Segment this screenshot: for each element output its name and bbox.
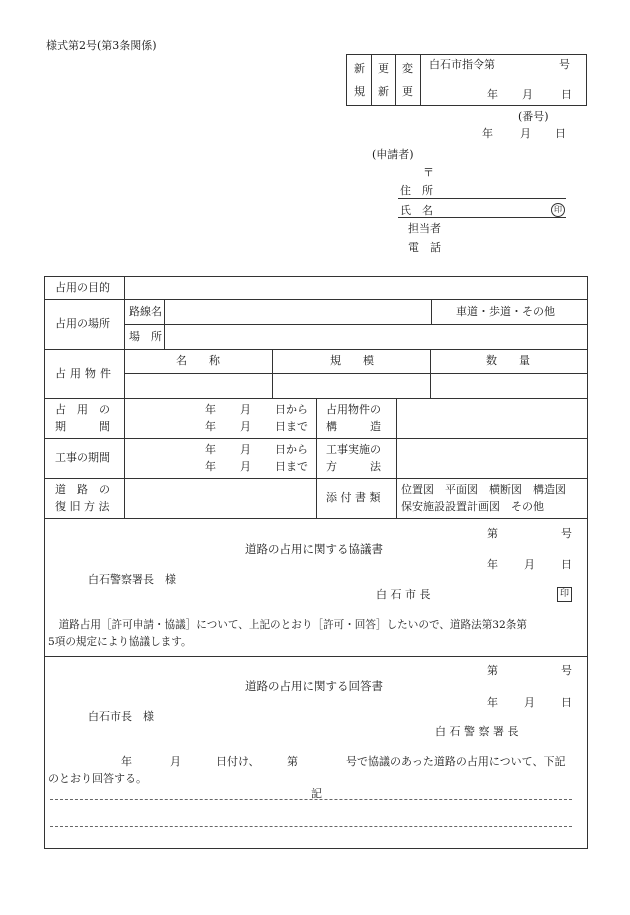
construction-period-label: 工事の期間: [55, 451, 110, 464]
route-name-field[interactable]: [166, 302, 428, 322]
construction-to-month: 月: [240, 460, 251, 473]
object-name-field[interactable]: [126, 376, 270, 396]
consultation-title: 道路の占用に関する協議書: [245, 542, 383, 556]
phone-label: 電 話: [408, 241, 441, 254]
object-label: 占用物件: [55, 367, 115, 380]
occupation-period-label-1: 占 用 の: [55, 403, 110, 416]
structure-field[interactable]: [398, 401, 586, 436]
approval-change-bottom: 更: [402, 85, 413, 98]
period-to-day: 日まで: [275, 420, 308, 433]
reply-sender: 白 石 警 察 署 長: [435, 725, 519, 738]
period-from-month: 月: [240, 403, 251, 416]
approval-new-top: 新: [354, 62, 365, 75]
construction-to-day: 日まで: [275, 460, 308, 473]
reply-no-suffix: 号: [561, 664, 572, 677]
restoration-label-1: 道 路 の: [55, 483, 110, 496]
construction-to-year: 年: [205, 460, 216, 473]
occupation-period-label-2: 期 間: [55, 420, 110, 433]
consultation-sender: 白 石 市 長: [376, 588, 431, 601]
address-label: 住 所: [400, 184, 433, 197]
approval-change-top: 変: [402, 62, 413, 75]
application-year: 年: [482, 127, 493, 140]
restoration-label-2: 復 旧 方 法: [55, 500, 110, 513]
reply-dotted-line-1: [50, 799, 572, 800]
construction-from-month: 月: [240, 443, 251, 456]
period-to-year: 年: [205, 420, 216, 433]
postal-mark: 〒: [423, 166, 434, 179]
period-to-month: 月: [240, 420, 251, 433]
period-from-day: 日から: [275, 403, 308, 416]
place-label: 占用の場所: [55, 317, 110, 330]
reply-ki: 記: [311, 787, 322, 800]
consultation-day: 日: [561, 558, 572, 571]
purpose-field[interactable]: [126, 282, 586, 296]
consultation-year: 年: [487, 558, 498, 571]
consultation-addressee: 白石警察署長 様: [88, 573, 176, 586]
reply-year: 年: [487, 696, 498, 709]
address-line: [398, 198, 566, 199]
reply-title: 道路の占用に関する回答書: [245, 679, 383, 693]
approval-renew-top: 更: [378, 62, 389, 75]
applicant-label: (申請者): [372, 148, 414, 161]
method-field[interactable]: [398, 441, 586, 476]
period-from-year: 年: [205, 403, 216, 416]
structure-label-2: 構 造: [326, 420, 381, 433]
permit-number-prefix: 白石市指令第: [429, 58, 495, 71]
col-name-header: 名 称: [176, 354, 220, 367]
road-type-options[interactable]: 車道・歩道・その他: [456, 305, 555, 318]
consultation-body-line-1: 道路占用［許可申請・協議］について、上記のとおり［許可・回答］したいので、道路法第32条第: [48, 619, 527, 631]
reply-body-line-2: のとおり回答する。: [48, 772, 147, 785]
reply-dotted-line-2: [50, 826, 572, 827]
consultation-month: 月: [524, 558, 535, 571]
approval-renew-bottom: 新: [378, 85, 389, 98]
approval-new-bottom: 規: [354, 85, 365, 98]
reply-addressee: 白石市長 様: [88, 710, 154, 723]
reply-no-prefix: 第: [487, 664, 498, 677]
approval-day: 日: [561, 88, 572, 101]
object-quantity-field[interactable]: [432, 376, 586, 396]
purpose-label: 占用の目的: [55, 281, 110, 294]
attachments-line-2: 保安施設設置計画図 その他: [401, 500, 544, 513]
attachments-label: 添 付 書 類: [326, 491, 381, 504]
reply-body-line-1-end: 号で協議のあった道路の占用について、下記: [346, 755, 566, 768]
restoration-field[interactable]: [126, 481, 314, 516]
approval-year: 年: [487, 88, 498, 101]
construction-from-day: 日から: [275, 443, 308, 456]
object-scale-field[interactable]: [274, 376, 428, 396]
method-label-2: 方 法: [326, 460, 381, 473]
reply-body-year: 年: [121, 755, 132, 768]
consultation-no-prefix: 第: [487, 527, 498, 540]
consultation-body-line-2: 5項の規定により協議します。: [48, 636, 192, 648]
reply-month: 月: [524, 696, 535, 709]
form-number-label: 様式第2号(第3条関係): [46, 39, 157, 52]
permit-number-suffix: 号: [559, 58, 570, 71]
application-day: 日: [555, 127, 566, 140]
reply-day: 日: [561, 696, 572, 709]
consultation-seal: 印: [557, 587, 572, 602]
number-label: (番号): [518, 110, 549, 123]
applicant-seal: 印: [551, 203, 565, 217]
name-label: 氏 名: [400, 204, 433, 217]
reply-body-month: 月: [170, 755, 181, 768]
col-quantity-header: 数 量: [486, 354, 530, 367]
contact-person-label: 担当者: [408, 222, 441, 235]
col-scale-header: 規 模: [330, 354, 374, 367]
method-label-1: 工事実施の: [326, 443, 381, 456]
name-line: [398, 217, 566, 218]
attachments-line-1: 位置図 平面図 横断図 構造図: [401, 483, 566, 496]
location-label: 場 所: [129, 330, 162, 343]
consultation-no-suffix: 号: [561, 527, 572, 540]
construction-from-year: 年: [205, 443, 216, 456]
reply-body-dated: 日付け、: [216, 755, 260, 768]
location-field[interactable]: [166, 327, 586, 347]
application-month: 月: [520, 127, 531, 140]
route-name-label: 路線名: [129, 305, 162, 318]
approval-month: 月: [522, 88, 533, 101]
reply-body-no: 第: [287, 755, 298, 768]
structure-label-1: 占用物件の: [326, 403, 381, 416]
